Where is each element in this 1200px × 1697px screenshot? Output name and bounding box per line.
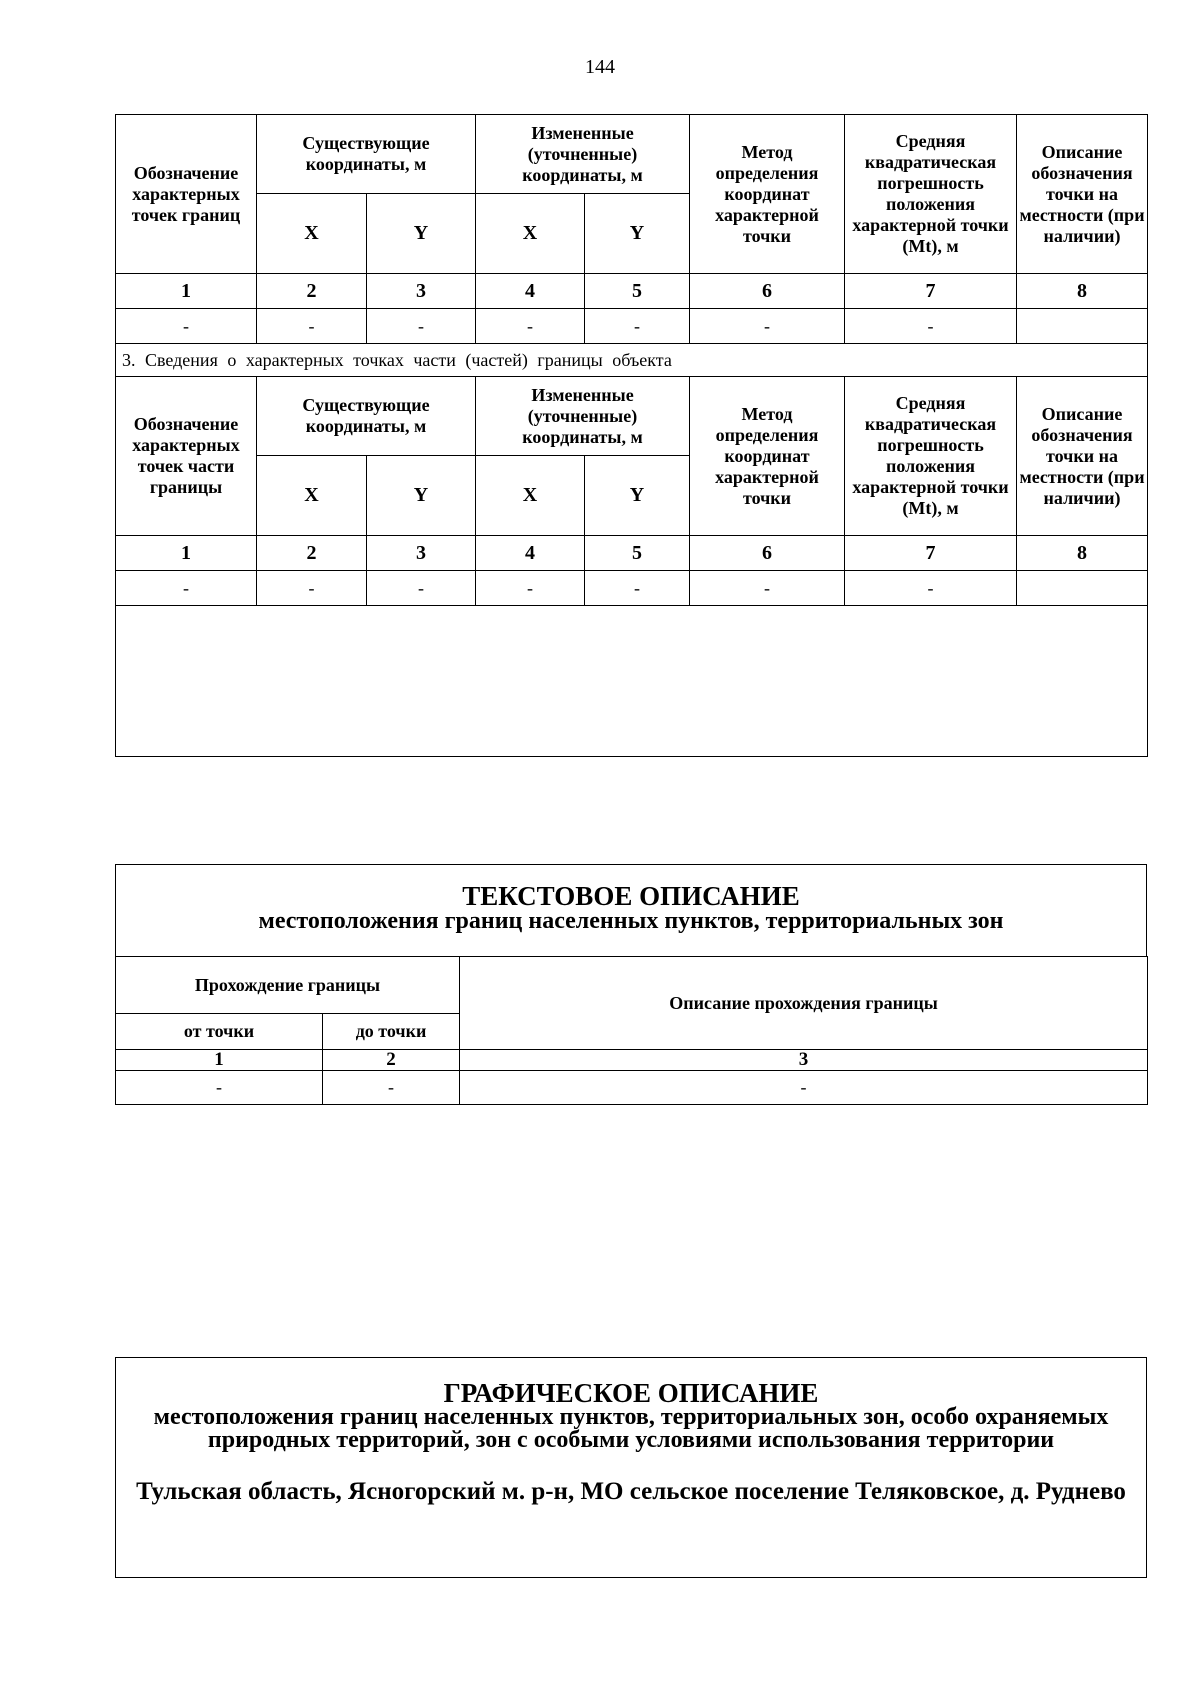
graphic-description-title: ГРАФИЧЕСКОЕ ОПИСАНИЕ (443, 1378, 819, 1408)
table-cell: - (690, 571, 845, 606)
header-point-description: Описание обозначения точки на местности (при наличии) (1017, 377, 1148, 536)
header-existing-coordinates: Существующие координаты, м (257, 377, 476, 456)
header-existing-y: Y (367, 194, 476, 274)
table-cell: - (845, 571, 1017, 606)
header-changed-x: X (476, 456, 585, 536)
column-number: 4 (476, 536, 585, 571)
characteristic-points-table (115, 114, 1148, 757)
header-boundary-passage: Прохождение границы (116, 957, 460, 1014)
graphic-description-subtitle: местоположения границ населенных пунктов, территориальных зон, особо охраняемых природных территорий, зон с особыми условиями использования территории (153, 1404, 1109, 1453)
column-number: 4 (476, 274, 585, 309)
blank-area (116, 606, 1148, 757)
header-mean-error: Средняя квадратическая погрешность положения характерной точки (Mt), м (845, 115, 1017, 274)
table-row (116, 1071, 1148, 1105)
column-number: 1 (116, 536, 257, 571)
header-designation: Обозначение характерных точек границ (116, 115, 257, 274)
table-cell: - (367, 309, 476, 344)
header-mean-error: Средняя квадратическая погрешность положения характерной точки (Mt), м (845, 377, 1017, 536)
table-cell: - (367, 571, 476, 606)
table-row (116, 309, 1148, 344)
column-number: 2 (257, 274, 367, 309)
header-existing-y: Y (367, 456, 476, 536)
column-number: 6 (690, 274, 845, 309)
table-cell (1017, 309, 1148, 344)
text-description-header (115, 864, 1147, 957)
table-cell (1017, 571, 1148, 606)
header-method: Метод определения координат характерной точки (690, 115, 845, 274)
header-changed-coordinates: Измененные (уточненные) координаты, м (476, 377, 690, 456)
table-cell: - (476, 571, 585, 606)
header-changed-coordinates: Измененные (уточненные) координаты, м (476, 115, 690, 194)
column-number: 7 (845, 536, 1017, 571)
table-cell: - (460, 1071, 1148, 1105)
column-number: 5 (585, 274, 690, 309)
header-method: Метод определения координат характерной точки (690, 377, 845, 536)
header-designation-part: Обозначение характерных точек части границы (116, 377, 257, 536)
section-3-title: 3. Сведения о характерных точках части (частей) границы объекта (116, 344, 1148, 377)
page-number: 144 (585, 56, 615, 78)
table-row (116, 571, 1148, 606)
column-number-row (116, 274, 1148, 309)
table-cell: - (585, 309, 690, 344)
column-number: 2 (257, 536, 367, 571)
header-changed-x: X (476, 194, 585, 274)
column-number: 5 (585, 536, 690, 571)
table-cell: - (116, 1071, 323, 1105)
graphic-description-box (115, 1357, 1147, 1578)
table-cell: - (585, 571, 690, 606)
table-cell: - (476, 309, 585, 344)
column-number: 6 (690, 536, 845, 571)
header-passage-description: Описание прохождения границы (460, 957, 1148, 1050)
table-cell: - (257, 571, 367, 606)
column-number: 1 (116, 274, 257, 309)
boundary-route-table (115, 956, 1148, 1105)
header-from-point: от точки (116, 1014, 323, 1050)
column-number: 8 (1017, 274, 1148, 309)
table-cell: - (257, 309, 367, 344)
column-number-row (116, 1050, 1148, 1071)
table-cell: - (116, 571, 257, 606)
header-point-description: Описание обозначения точки на местности (при наличии) (1017, 115, 1148, 274)
column-number: 3 (367, 536, 476, 571)
column-number-row (116, 536, 1148, 571)
header-existing-x: X (257, 456, 367, 536)
column-number: 3 (460, 1050, 1148, 1071)
table-cell: - (690, 309, 845, 344)
header-existing-coordinates: Существующие координаты, м (257, 115, 476, 194)
table-cell: - (323, 1071, 460, 1105)
header-existing-x: X (257, 194, 367, 274)
column-number: 8 (1017, 536, 1148, 571)
header-changed-y: Y (585, 456, 690, 536)
column-number: 1 (116, 1050, 323, 1071)
column-number: 7 (845, 274, 1017, 309)
header-changed-y: Y (585, 194, 690, 274)
text-description-title: ТЕКСТОВОЕ ОПИСАНИЕ (462, 881, 800, 911)
location-address: Тульская область, Ясногорский м. р-н, МО сельское поселение Теляковское, д. Руднево (136, 1478, 1126, 1505)
text-description-subtitle: местоположения границ населенных пунктов, территориальных зон (258, 908, 1004, 934)
table-cell: - (845, 309, 1017, 344)
column-number: 3 (367, 274, 476, 309)
header-to-point: до точки (323, 1014, 460, 1050)
table-cell: - (116, 309, 257, 344)
column-number: 2 (323, 1050, 460, 1071)
